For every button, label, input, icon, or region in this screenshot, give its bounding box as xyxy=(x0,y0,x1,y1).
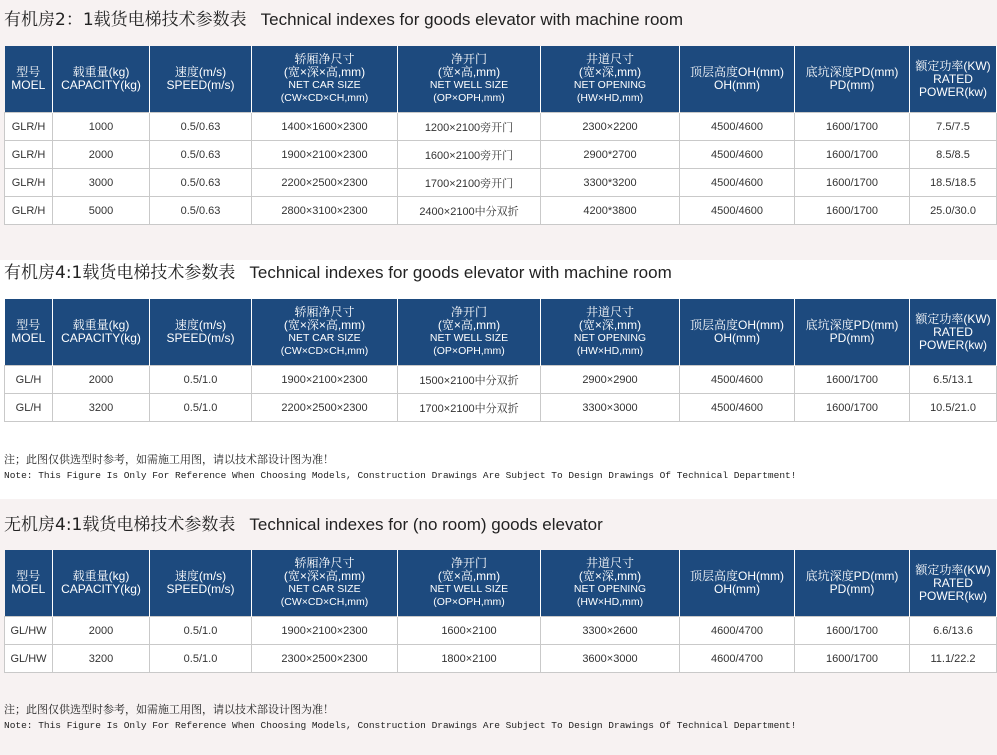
cell-car-size: 1900×2100×2300 xyxy=(252,141,398,169)
header-power xyxy=(910,46,997,113)
header-line: 井道尺寸 xyxy=(585,52,634,66)
header-line: 载重量(kg) xyxy=(72,65,130,79)
header-line: (宽×深×高,mm) xyxy=(283,318,366,332)
header-speed xyxy=(150,299,252,366)
cell-pd: 1600/1700 xyxy=(795,645,910,673)
cell-oh: 4500/4600 xyxy=(680,113,795,141)
spec-table-1 xyxy=(4,46,997,225)
header-line: SPEED(m/s) xyxy=(166,331,235,345)
header-speed xyxy=(150,550,252,617)
cell-door-size: 1700×2100中分双折 xyxy=(398,394,541,422)
cell-model: GL/H xyxy=(5,366,53,394)
header-door-size xyxy=(398,299,541,366)
header-line: (宽×深×高,mm) xyxy=(283,65,366,79)
table-row xyxy=(5,197,997,225)
header-model xyxy=(5,299,53,366)
section-2-note xyxy=(4,451,796,483)
header-line: (宽×深,mm) xyxy=(578,65,642,79)
header-line: 底坑深度PD(mm) xyxy=(805,318,899,332)
header-line: PD(mm) xyxy=(829,582,875,596)
cell-speed: 0.5/0.63 xyxy=(150,141,252,169)
header-line: OH(mm) xyxy=(714,78,760,92)
cell-model: GLR/H xyxy=(5,113,53,141)
cell-well-size: 3300×2600 xyxy=(541,617,680,645)
header-line: (CW×CD×CH,mm) xyxy=(280,92,369,104)
cell-model: GL/H xyxy=(5,394,53,422)
cell-oh: 4500/4600 xyxy=(680,169,795,197)
header-line: MOEL xyxy=(11,582,46,596)
cell-capacity: 2000 xyxy=(53,366,150,394)
header-capacity xyxy=(53,299,150,366)
cell-model: GLR/H xyxy=(5,197,53,225)
header-line: 轿厢净尺寸 xyxy=(294,556,355,570)
header-line: (宽×深,mm) xyxy=(578,318,642,332)
section-3-note xyxy=(4,701,796,733)
header-pd xyxy=(795,550,910,617)
cell-car-size: 1900×2100×2300 xyxy=(252,366,398,394)
cell-power: 11.1/22.2 xyxy=(910,645,997,673)
cell-speed: 0.5/0.63 xyxy=(150,197,252,225)
table-row xyxy=(5,394,997,422)
header-line: 型号 xyxy=(16,65,41,79)
cell-oh: 4500/4600 xyxy=(680,394,795,422)
header-oh xyxy=(680,46,795,113)
cell-capacity: 1000 xyxy=(53,113,150,141)
section-1-title-en: Technical indexes for goods elevator with machine room xyxy=(260,10,684,29)
header-line: NET CAR SIZE xyxy=(288,79,361,91)
cell-pd: 1600/1700 xyxy=(795,394,910,422)
header-row xyxy=(5,299,997,366)
cell-door-size: 1500×2100中分双折 xyxy=(398,366,541,394)
header-line: 顶层高度OH(mm) xyxy=(690,569,784,583)
header-car-size xyxy=(252,46,398,113)
header-line: 额定功率(KW) xyxy=(915,58,991,73)
table-row xyxy=(5,366,997,394)
header-line: (CW×CD×CH,mm) xyxy=(280,596,369,608)
table-row xyxy=(5,113,997,141)
header-line: NET WELL SIZE xyxy=(429,332,509,344)
cell-speed: 0.5/0.63 xyxy=(150,113,252,141)
header-line: 型号 xyxy=(16,318,41,332)
cell-car-size: 2200×2500×2300 xyxy=(252,394,398,422)
header-line: 速度(m/s) xyxy=(174,318,227,332)
header-line: 载重量(kg) xyxy=(72,318,130,332)
cell-power: 10.5/21.0 xyxy=(910,394,997,422)
header-line: 顶层高度OH(mm) xyxy=(690,65,784,79)
cell-capacity: 3000 xyxy=(53,169,150,197)
header-line: 速度(m/s) xyxy=(174,569,227,583)
header-line: (HW×HD,mm) xyxy=(576,92,644,104)
cell-power: 7.5/7.5 xyxy=(910,113,997,141)
cell-well-size: 3300×3000 xyxy=(541,394,680,422)
header-line: (宽×高,mm) xyxy=(437,569,501,583)
cell-well-size: 2900*2700 xyxy=(541,141,680,169)
section-2-title-zh: 有机房4:1载货电梯技术参数表 xyxy=(4,263,236,283)
header-car-size xyxy=(252,299,398,366)
cell-pd: 1600/1700 xyxy=(795,366,910,394)
cell-pd: 1600/1700 xyxy=(795,617,910,645)
header-line: CAPACITY(kg) xyxy=(61,78,141,92)
cell-door-size: 1700×2100旁开门 xyxy=(398,169,541,197)
cell-capacity: 2000 xyxy=(53,617,150,645)
note-en: Note: This Figure Is Only For Reference When Choosing Models, Construction Drawings Are Subject To Design Drawings Of Technical Department! xyxy=(4,470,797,481)
header-line: 轿厢净尺寸 xyxy=(294,52,355,66)
table-row xyxy=(5,141,997,169)
header-speed xyxy=(150,46,252,113)
cell-well-size: 3600×3000 xyxy=(541,645,680,673)
header-line: 底坑深度PD(mm) xyxy=(805,65,899,79)
spec-table-2 xyxy=(4,299,997,422)
cell-car-size: 2300×2500×2300 xyxy=(252,645,398,673)
header-line: 额定功率(KW) xyxy=(915,562,991,577)
header-line: PD(mm) xyxy=(829,78,875,92)
cell-speed: 0.5/1.0 xyxy=(150,617,252,645)
header-well-size xyxy=(541,299,680,366)
header-line: NET CAR SIZE xyxy=(288,583,361,595)
section-1-title-zh: 有机房2：1载货电梯技术参数表 xyxy=(4,10,247,30)
cell-door-size: 1800×2100 xyxy=(398,645,541,673)
header-line: CAPACITY(kg) xyxy=(61,331,141,345)
header-well-size xyxy=(541,550,680,617)
cell-pd: 1600/1700 xyxy=(795,197,910,225)
header-line: (CW×CD×CH,mm) xyxy=(280,345,369,357)
cell-speed: 0.5/1.0 xyxy=(150,394,252,422)
header-line: NET OPENING xyxy=(573,583,647,595)
note-zh: 注；此图仅供选型时参考，如需施工用图，请以技术部设计图为准！ xyxy=(4,703,334,716)
header-line: 顶层高度OH(mm) xyxy=(690,318,784,332)
header-power xyxy=(910,550,997,617)
header-line: NET OPENING xyxy=(573,79,647,91)
header-capacity xyxy=(53,46,150,113)
cell-well-size: 2900×2900 xyxy=(541,366,680,394)
header-row xyxy=(5,550,997,617)
header-line: RATED POWER(kw) xyxy=(919,71,987,99)
cell-power: 18.5/18.5 xyxy=(910,169,997,197)
header-line: (宽×高,mm) xyxy=(437,65,501,79)
header-line: 净开门 xyxy=(450,52,487,66)
cell-pd: 1600/1700 xyxy=(795,169,910,197)
header-pd xyxy=(795,299,910,366)
cell-capacity: 5000 xyxy=(53,197,150,225)
cell-power: 6.5/13.1 xyxy=(910,366,997,394)
header-line: (宽×深×高,mm) xyxy=(283,569,366,583)
header-oh xyxy=(680,299,795,366)
cell-capacity: 3200 xyxy=(53,645,150,673)
header-line: 轿厢净尺寸 xyxy=(294,305,355,319)
cell-door-size: 1600×2100旁开门 xyxy=(398,141,541,169)
cell-door-size: 1600×2100 xyxy=(398,617,541,645)
cell-speed: 0.5/1.0 xyxy=(150,645,252,673)
header-model xyxy=(5,550,53,617)
cell-car-size: 1900×2100×2300 xyxy=(252,617,398,645)
header-power xyxy=(910,299,997,366)
header-line: 载重量(kg) xyxy=(72,569,130,583)
spec-table-3 xyxy=(4,550,997,673)
cell-pd: 1600/1700 xyxy=(795,113,910,141)
header-line: (HW×HD,mm) xyxy=(576,596,644,608)
cell-model: GL/HW xyxy=(5,617,53,645)
header-line: SPEED(m/s) xyxy=(166,78,235,92)
cell-oh: 4500/4600 xyxy=(680,141,795,169)
header-line: MOEL xyxy=(11,331,46,345)
header-line: (宽×深,mm) xyxy=(578,569,642,583)
cell-model: GL/HW xyxy=(5,645,53,673)
cell-well-size: 3300*3200 xyxy=(541,169,680,197)
header-line: 井道尺寸 xyxy=(585,556,634,570)
cell-car-size: 2200×2500×2300 xyxy=(252,169,398,197)
header-line: NET CAR SIZE xyxy=(288,332,361,344)
table-row xyxy=(5,169,997,197)
header-line: (OP×OPH,mm) xyxy=(433,92,505,104)
header-line: RATED POWER(kw) xyxy=(919,575,987,603)
header-line: (HW×HD,mm) xyxy=(576,345,644,357)
header-line: CAPACITY(kg) xyxy=(61,582,141,596)
cell-capacity: 3200 xyxy=(53,394,150,422)
header-oh xyxy=(680,550,795,617)
section-2-title xyxy=(4,258,672,288)
header-line: (宽×高,mm) xyxy=(437,318,501,332)
header-line: (OP×OPH,mm) xyxy=(433,345,505,357)
header-car-size xyxy=(252,550,398,617)
header-row xyxy=(5,46,997,113)
header-line: 额定功率(KW) xyxy=(915,311,991,326)
header-line: OH(mm) xyxy=(714,331,760,345)
cell-oh: 4600/4700 xyxy=(680,645,795,673)
header-line: (OP×OPH,mm) xyxy=(433,596,505,608)
cell-capacity: 2000 xyxy=(53,141,150,169)
note-zh: 注；此图仅供选型时参考，如需施工用图，请以技术部设计图为准！ xyxy=(4,453,334,466)
note-en: Note: This Figure Is Only For Reference When Choosing Models, Construction Drawings Are Subject To Design Drawings Of Technical Department! xyxy=(4,720,797,731)
header-line: NET WELL SIZE xyxy=(429,583,509,595)
cell-speed: 0.5/1.0 xyxy=(150,366,252,394)
cell-oh: 4500/4600 xyxy=(680,197,795,225)
cell-pd: 1600/1700 xyxy=(795,141,910,169)
header-line: SPEED(m/s) xyxy=(166,582,235,596)
cell-model: GLR/H xyxy=(5,141,53,169)
cell-model: GLR/H xyxy=(5,169,53,197)
cell-car-size: 1400×1600×2300 xyxy=(252,113,398,141)
table-row xyxy=(5,645,997,673)
header-line: 净开门 xyxy=(450,305,487,319)
header-model xyxy=(5,46,53,113)
header-well-size xyxy=(541,46,680,113)
header-line: OH(mm) xyxy=(714,582,760,596)
section-2-title-en: Technical indexes for goods elevator with machine room xyxy=(249,263,672,282)
header-door-size xyxy=(398,46,541,113)
cell-oh: 4600/4700 xyxy=(680,617,795,645)
header-line: 井道尺寸 xyxy=(585,305,634,319)
cell-well-size: 4200*3800 xyxy=(541,197,680,225)
header-door-size xyxy=(398,550,541,617)
header-line: NET OPENING xyxy=(573,332,647,344)
cell-door-size: 1200×2100旁开门 xyxy=(398,113,541,141)
section-3-title xyxy=(4,510,603,540)
header-line: 底坑深度PD(mm) xyxy=(805,569,899,583)
header-line: 速度(m/s) xyxy=(174,65,227,79)
cell-speed: 0.5/0.63 xyxy=(150,169,252,197)
section-3-title-zh: 无机房4:1载货电梯技术参数表 xyxy=(4,515,236,535)
header-capacity xyxy=(53,550,150,617)
header-line: RATED POWER(kw) xyxy=(919,324,987,352)
header-line: NET WELL SIZE xyxy=(429,79,509,91)
header-line: 净开门 xyxy=(450,556,487,570)
cell-oh: 4500/4600 xyxy=(680,366,795,394)
header-line: PD(mm) xyxy=(829,331,875,345)
section-3-title-en: Technical indexes for (no room) goods elevator xyxy=(249,515,603,534)
cell-power: 8.5/8.5 xyxy=(910,141,997,169)
cell-well-size: 2300×2200 xyxy=(541,113,680,141)
header-pd xyxy=(795,46,910,113)
table-row xyxy=(5,617,997,645)
cell-power: 25.0/30.0 xyxy=(910,197,997,225)
header-line: MOEL xyxy=(11,78,46,92)
cell-power: 6.6/13.6 xyxy=(910,617,997,645)
cell-car-size: 2800×3100×2300 xyxy=(252,197,398,225)
cell-door-size: 2400×2100中分双折 xyxy=(398,197,541,225)
header-line: 型号 xyxy=(16,569,41,583)
section-1-title xyxy=(4,5,683,35)
